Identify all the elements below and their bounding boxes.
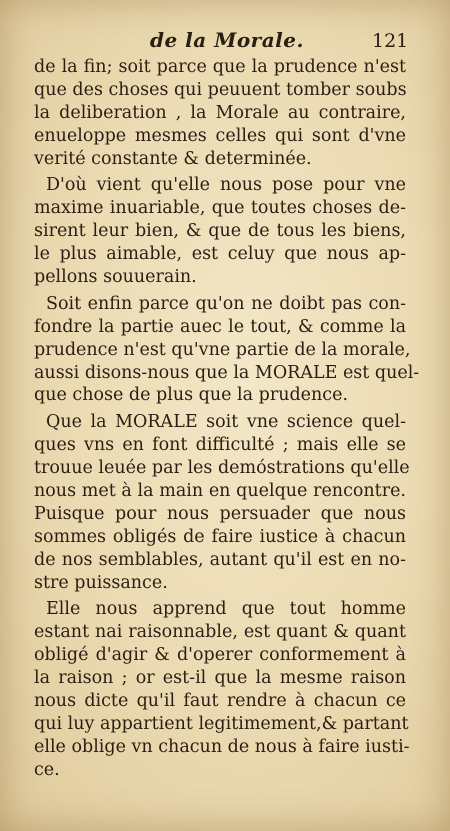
text-line: trouue leuée par les demóstrations qu'elle (34, 458, 410, 479)
text-line: sirent leur bien, & que de tous les biens, (34, 221, 406, 242)
paragraph-2 (34, 174, 406, 288)
paragraph-4 (34, 411, 410, 594)
text-line: aussi disons-nous que la MORALE est quel- (34, 362, 420, 383)
paragraph-1 (34, 56, 406, 170)
text-line: fondre la partie auec le tout, & comme la (34, 316, 406, 337)
text-line: pellons souuerain. (34, 267, 197, 288)
text-line: verité constante & determinée. (34, 148, 312, 169)
text-line: maxime inuariable, que toutes choses de- (34, 198, 406, 219)
text-line: Soit enfin parce qu'on ne doibt pas con- (46, 293, 406, 314)
text-line: la deliberation , la Morale au contraire, (34, 102, 406, 123)
text-line: Que la MORALE soit vne science quel- (46, 412, 406, 433)
text-line: sommes obligés de faire iustice à chacun (34, 526, 406, 547)
page-number: 121 (372, 30, 409, 52)
text-line: obligé d'agir & d'operer conformement à (34, 645, 406, 666)
text-line: de nos semblables, autant qu'il est en no- (34, 549, 406, 570)
text-line: que des choses qui peuuent tomber soubs (34, 79, 407, 100)
text-line: qui luy appartient legitimement,& partant (34, 713, 409, 734)
text-line: que chose de plus que la prudence. (34, 385, 349, 406)
text-line: nous met à la main en quelque rencontre. (34, 481, 406, 502)
text-line: D'où vient qu'elle nous pose pour vne (46, 175, 406, 196)
text-line: ques vns en font difficulté ; mais elle se (34, 435, 406, 456)
text-line: de la fin; soit parce que la prudence n'est (34, 57, 406, 77)
text-line: prudence n'est qu'vne partie de la morale, (34, 339, 411, 360)
text-line: le plus aimable, est celuy que nous ap- (34, 244, 406, 265)
paragraph-5 (34, 598, 410, 781)
text-line: Elle nous apprend que tout homme (46, 599, 406, 620)
text-line: stre puissance. (34, 572, 168, 593)
text-line: la raison ; or est-il que la mesme raison (34, 668, 406, 689)
text-line: elle oblige vn chacun de nous à faire iusti- (34, 736, 410, 757)
text-line: ce. (34, 759, 60, 780)
body-text (34, 56, 420, 782)
text-line: Puisque pour nous persuader que nous (34, 503, 406, 524)
text-line: nous dicte qu'il faut rendre à chacun ce (34, 691, 406, 712)
text-line: enueloppe mesmes celles qui sont d'vne (34, 125, 406, 146)
paragraph-3 (34, 293, 420, 407)
text-line: estant nai raisonnable, est quant & quant (34, 622, 406, 643)
running-title: de la Morale. (150, 28, 304, 52)
